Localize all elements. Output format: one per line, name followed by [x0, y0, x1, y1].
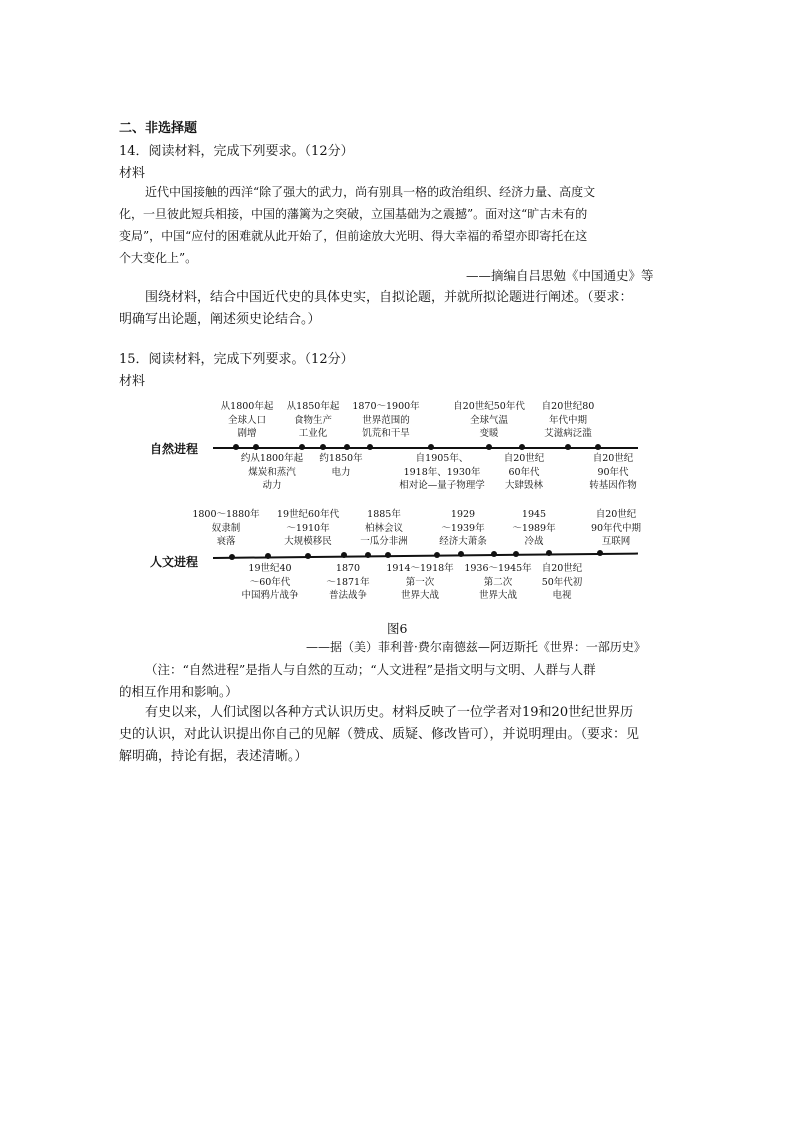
- timeline-dot: [519, 444, 525, 450]
- q14-passage-line: 变局”，中国“应付的困难就从此开始了，但前途放大光明、得大幸福的希望亦即寄托在这: [119, 229, 588, 243]
- timeline-dot: [565, 444, 571, 450]
- timeline-dot: [305, 553, 311, 559]
- timeline-dot: [320, 444, 326, 450]
- human-process-label: 人文进程: [150, 555, 199, 569]
- q14-requirement-line: 围绕材料，结合中国近代史的具体史实，自拟论题，并就所拟论题进行阐述。（要求：: [145, 290, 633, 305]
- human-below-event: 1936～1945年 第二次 世界大战: [464, 563, 532, 601]
- timeline-dot: [344, 444, 350, 450]
- human-above-event: 1929 ～1939年 经济大萧条: [439, 509, 487, 547]
- q14-passage-line: 个大变化上”。: [119, 251, 198, 265]
- q15-note: [119, 659, 689, 703]
- human-above-event: 1885年 柏林会议 一瓜分非洲: [360, 509, 408, 547]
- q14-requirement-line: 明确写出论题，阐述须史论结合。）: [119, 312, 321, 327]
- natural-axis: [213, 447, 638, 449]
- section-title: 二、非选择题: [119, 121, 198, 136]
- timeline-dot: [491, 551, 497, 557]
- timeline-dot: [367, 444, 373, 450]
- q14-title: 14．阅读材料，完成下列要求。（12分）: [119, 144, 354, 159]
- timeline-dot: [233, 444, 239, 450]
- timeline-dot: [265, 553, 271, 559]
- natural-above-event: 自20世纪80 年代中期 艾滋病泛滥: [541, 401, 595, 439]
- q15-material-label: 材料: [119, 374, 146, 389]
- timeline-dot: [513, 551, 519, 557]
- q15-requirement: [119, 702, 694, 768]
- natural-below-event: 约1850年 电力: [319, 453, 363, 478]
- q15-requirement-line: 史的认识，对此认识提出你自己的见解（赞成、质疑、修改皆可），并说明理由。（要求：见: [119, 727, 640, 742]
- human-above-event: 1945 ～1989年 冷战: [512, 509, 556, 547]
- timeline-dot: [486, 444, 492, 450]
- natural-above-event: 从1800年起 全球人口 剧增: [220, 401, 274, 439]
- timeline-dot: [365, 552, 371, 558]
- natural-above-event: 自20世纪50年代 全球气温 变暖: [453, 401, 525, 439]
- q14-passage-line: 近代中国接触的西洋“除了强大的武力，尚有别具一格的政治组织、经济力量、高度文: [145, 185, 596, 199]
- q15-note-line: （注：“自然进程”是指人与自然的互动；“人文进程”是指文明与文明、人群与人群: [145, 662, 596, 677]
- human-axis: [213, 553, 638, 559]
- q15-title: 15．阅读材料，完成下列要求。（12分）: [119, 352, 354, 367]
- q15-note-line: 的相互作用和影响。）: [119, 684, 238, 699]
- timeline-dot: [546, 550, 552, 556]
- figure-caption: 图6: [387, 621, 408, 636]
- natural-below-event: 约从1800年起 煤炭和蒸汽 动力: [240, 453, 304, 491]
- natural-below-event: 自20世纪 60年代 大肆毁林: [503, 453, 545, 491]
- natural-above-event: 从1850年起 食物生产 工业化: [286, 401, 340, 439]
- timeline-dot: [458, 551, 464, 557]
- q14-source: ——摘编自吕思勉《中国通史》等: [466, 268, 654, 283]
- natural-below-event: 自20世纪 90年代 转基因作物: [589, 453, 637, 491]
- natural-below-event: 自1905年、 1918年、1930年 相对论—量子物理学: [399, 453, 485, 491]
- timeline-dot: [595, 444, 601, 450]
- timeline-dot: [597, 550, 603, 556]
- human-below-event: 自20世纪 50年代初 电视: [541, 563, 583, 601]
- q14-material-label: 材料: [119, 166, 146, 181]
- human-above-event: 1800～1880年 奴隶制 衰落: [192, 509, 260, 547]
- timeline-dot: [253, 444, 259, 450]
- q15-requirement-line: 有史以来，人们试图以各种方式认识历史。材料反映了一位学者对19和20世纪世界历: [145, 705, 634, 720]
- human-above-event: 自20世纪 90年代中期 互联网: [590, 509, 642, 547]
- human-below-event: 19世纪40 ～60年代 中国鸦片战争: [241, 563, 299, 601]
- figure-source: ——据（美）菲利普·费尔南德兹—阿迈斯托《世界：一部历史》: [306, 640, 646, 654]
- timeline-dot: [341, 552, 347, 558]
- timeline-dot: [385, 552, 391, 558]
- q14-passage-line: 化，一旦彼此短兵相接，中国的藩篱为之突破，立国基础为之震撼”。面对这“旷古未有的: [119, 207, 588, 221]
- timeline-dot: [434, 552, 440, 558]
- natural-above-event: 1870～1900年 世界范围的 饥荒和干旱: [352, 401, 420, 439]
- timeline-dot: [299, 444, 305, 450]
- natural-process-label: 自然进程: [150, 442, 199, 456]
- timeline-dot: [428, 444, 434, 450]
- human-above-event: 19世纪60年代 ～1910年 大规模移民: [276, 509, 340, 547]
- human-below-event: 1870 ～1871年 普法战争: [326, 563, 370, 601]
- q15-requirement-line: 解明确，持论有据，表述清晰。）: [119, 749, 308, 764]
- timeline-dot: [229, 554, 235, 560]
- human-below-event: 1914～1918年 第一次 世界大战: [386, 563, 454, 601]
